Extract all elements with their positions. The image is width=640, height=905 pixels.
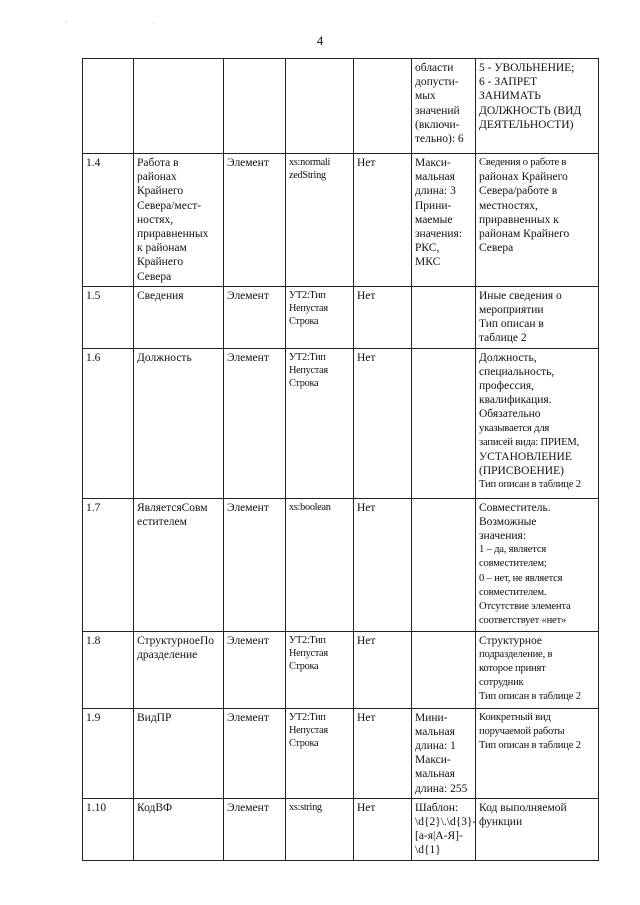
format-restriction-line: длина: 1 — [415, 740, 456, 753]
element-type — [286, 286, 354, 348]
element-name — [134, 631, 224, 708]
element-name-line: Должность — [137, 351, 192, 364]
element-description — [476, 154, 599, 287]
element-type-line: Непустая — [289, 364, 328, 376]
element-name — [134, 348, 224, 498]
element-description-line: 6 - ЗАПРЕТ — [479, 76, 538, 89]
format-restriction-line: Мини- — [415, 711, 448, 724]
element-type-line: УТ2:Тип — [289, 351, 326, 363]
format-restriction-line: тельно): 6 — [415, 133, 464, 146]
table-row — [83, 798, 599, 860]
format-restriction-line: (включи- — [415, 118, 460, 131]
element-description-line: ДОЛЖНОСТЬ (ВИД — [479, 104, 582, 117]
element-description-line: Должность, — [479, 351, 537, 364]
element-type — [286, 708, 354, 798]
element-name — [134, 59, 224, 154]
element-description-line: Возможные — [479, 515, 537, 528]
element-description-line: совместителем. — [479, 586, 547, 598]
element-description-line: квалификация. — [479, 394, 552, 407]
element-name-line: СтруктурноеПо — [137, 634, 215, 647]
element-description-line: профессия, — [479, 380, 535, 393]
item-number: 1.7 — [83, 498, 134, 631]
element-type-line: Строка — [289, 737, 319, 749]
element-description-line: Совместитель. — [479, 501, 551, 514]
element-type-line: xs:string — [289, 801, 322, 813]
format-restriction-line: длина: 3 — [415, 185, 456, 198]
element-name-line: ЯвляетсяСовм — [137, 501, 208, 514]
element-type — [286, 348, 354, 498]
element-description-line: мероприятии — [479, 304, 544, 317]
format-restriction-line: Шаблон: — [415, 801, 459, 814]
format-restriction — [412, 154, 476, 287]
element-type — [286, 798, 354, 860]
element-description — [476, 631, 599, 708]
element-description-line: специальность, — [479, 365, 555, 378]
format-restriction-line: мальная — [415, 768, 455, 781]
element-name-line: ВидПР — [137, 711, 172, 724]
element-description — [476, 798, 599, 860]
format-restriction-line: \d{2}\.\d{3}- — [415, 816, 477, 829]
element-description-line: УСТАНОВЛЕНИЕ — [479, 451, 572, 464]
element-description-line: Конкретный вид — [479, 711, 551, 723]
element-description-line: сотрудник — [479, 677, 524, 689]
element-name-line: Севера — [137, 270, 172, 283]
element-description-line: таблице 2 — [479, 332, 527, 345]
element-name-line: Крайнего — [137, 185, 184, 198]
element-description — [476, 348, 599, 498]
table-row — [83, 59, 599, 154]
required-flag: Нет — [354, 798, 412, 860]
element-name — [134, 708, 224, 798]
element-kind: Элемент — [224, 708, 286, 798]
element-description-line: 1 – да, является — [479, 544, 547, 556]
element-type-line: zedString — [289, 170, 326, 181]
element-description-line: совместителем; — [479, 558, 547, 570]
required-flag: Нет — [354, 348, 412, 498]
item-number: 1.8 — [83, 631, 134, 708]
element-description-line: Код выполняемой — [479, 801, 567, 814]
element-name-line: ностях, — [137, 213, 174, 226]
element-description-line: ЗАНИМАТЬ — [479, 90, 541, 103]
format-restriction-line: РКС, — [415, 242, 440, 255]
element-kind: Элемент — [224, 498, 286, 631]
element-type-line: Непустая — [289, 724, 328, 736]
format-restriction — [412, 708, 476, 798]
element-kind: Элемент — [224, 286, 286, 348]
element-type — [286, 631, 354, 708]
element-description — [476, 498, 599, 631]
element-name-line: Крайнего — [137, 256, 184, 269]
item-number: 1.5 — [83, 286, 134, 348]
element-description-line: Тип описан в таблице 2 — [479, 740, 581, 752]
format-restriction-line: МКС — [415, 256, 441, 269]
format-restriction-line: области — [415, 62, 454, 74]
element-type-line: Строка — [289, 660, 319, 672]
element-type-line: Непустая — [289, 302, 328, 314]
element-type-line: Непустая — [289, 647, 328, 659]
element-name-line: приравненных — [137, 228, 209, 241]
format-restriction-line: Макси- — [415, 754, 451, 767]
format-restriction-line: Прини- — [415, 199, 452, 212]
element-name — [134, 154, 224, 287]
element-name-line: Работа в — [137, 157, 179, 169]
element-description-line: Тип описан в таблице 2 — [479, 479, 581, 491]
element-type — [286, 498, 354, 631]
element-description-line: записей вида: ПРИЕМ, — [479, 436, 580, 448]
element-name-line: естителем — [137, 515, 187, 528]
table-row — [83, 631, 599, 708]
element-kind: Элемент — [224, 154, 286, 287]
element-description-line: приравненных к — [479, 213, 559, 226]
element-description-line: которое принят — [479, 663, 546, 675]
element-description-line: значения: — [479, 530, 527, 543]
element-description — [476, 59, 599, 154]
element-description-line: указывается для — [479, 422, 550, 434]
element-description-line: районах Крайнего — [479, 171, 568, 184]
element-type — [286, 154, 354, 287]
required-flag: Нет — [354, 286, 412, 348]
element-description-line: функции — [479, 816, 523, 829]
element-description-line: Структурное — [479, 634, 542, 647]
format-restriction-line: длина: 255 — [415, 782, 468, 795]
format-restriction-line: \d{1} — [415, 844, 441, 857]
element-type — [286, 59, 354, 154]
element-description-line: (ПРИСВОЕНИЕ) — [479, 465, 564, 478]
format-restriction-line: маемые — [415, 213, 453, 226]
element-type-line: xs:normali — [289, 157, 331, 168]
format-restriction-line: Макси- — [415, 157, 451, 169]
page-number: 4 — [316, 33, 324, 48]
element-description-line: местностях, — [479, 199, 538, 212]
item-number: 1.6 — [83, 348, 134, 498]
format-restriction-line: допусти- — [415, 76, 459, 89]
element-name — [134, 798, 224, 860]
element-description-line: Сведения о работе в — [479, 157, 567, 168]
element-kind — [224, 59, 286, 154]
element-description-line: Тип описан в — [479, 318, 544, 331]
element-description-line: Обязательно — [479, 408, 541, 421]
element-description-line: 5 - УВОЛЬНЕНИЕ; — [479, 62, 575, 74]
item-number: 1.9 — [83, 708, 134, 798]
table-row — [83, 286, 599, 348]
table-row — [83, 348, 599, 498]
required-flag: Нет — [354, 631, 412, 708]
format-restriction-line: мых — [415, 90, 436, 103]
format-restriction — [412, 286, 476, 348]
element-kind: Элемент — [224, 631, 286, 708]
element-name-line: КодВФ — [137, 801, 173, 814]
element-type-line: Строка — [289, 377, 319, 389]
element-description-line: районам Крайнего — [479, 228, 570, 241]
format-restriction-line: мальная — [415, 171, 455, 184]
element-name — [134, 286, 224, 348]
format-restriction — [412, 798, 476, 860]
format-restriction-line: значения: — [415, 228, 463, 241]
element-description-line: подразделение, в — [479, 648, 553, 660]
table-row — [83, 154, 599, 287]
scan-specks: ' · — [66, 21, 197, 27]
format-restriction-line: [а-я|А-Я]- — [415, 830, 463, 843]
element-description-line: Севера — [479, 242, 514, 255]
element-description-line: соответствует «нет» — [479, 615, 567, 627]
element-description-line: Иные сведения о — [479, 289, 562, 302]
format-restriction-line: значений — [415, 104, 460, 117]
element-type-line: xs:boolean — [289, 501, 331, 513]
table-row — [83, 708, 599, 798]
element-name-line: дразделение — [137, 648, 198, 661]
element-type-line: УТ2:Тип — [289, 711, 326, 723]
element-description-line: ДЕЯТЕЛЬНОСТИ) — [479, 118, 574, 131]
required-flag: Нет — [354, 154, 412, 287]
format-restriction — [412, 498, 476, 631]
table-row — [83, 498, 599, 631]
element-type-line: Строка — [289, 315, 319, 327]
item-number: 1.10 — [83, 798, 134, 860]
element-name-line: районах — [137, 171, 177, 184]
required-flag: Нет — [354, 708, 412, 798]
element-type-line: УТ2:Тип — [289, 634, 326, 646]
element-kind: Элемент — [224, 798, 286, 860]
item-number: 1.4 — [83, 154, 134, 287]
element-description — [476, 286, 599, 348]
table-body — [83, 59, 599, 861]
element-description-line: 0 – нет, не является — [479, 572, 563, 584]
element-description-line: Отсутствие элемента — [479, 601, 571, 613]
element-type-line: УТ2:Тип — [289, 289, 326, 301]
format-restriction — [412, 348, 476, 498]
element-name-line: к районам — [137, 242, 187, 255]
element-description-line: Севера/работе в — [479, 185, 558, 198]
format-restriction-line: мальная — [415, 725, 455, 738]
required-flag — [354, 59, 412, 154]
format-restriction — [412, 59, 476, 154]
element-name-line: Севера/мест- — [137, 199, 202, 212]
element-name-line: Сведения — [137, 289, 184, 302]
item-number — [83, 59, 134, 154]
element-kind: Элемент — [224, 348, 286, 498]
specification-table — [82, 58, 599, 861]
format-restriction — [412, 631, 476, 708]
element-description-line: Тип описан в таблице 2 — [479, 691, 581, 703]
required-flag: Нет — [354, 498, 412, 631]
element-name — [134, 498, 224, 631]
element-description — [476, 708, 599, 798]
element-description-line: поручаемой работы — [479, 725, 565, 737]
